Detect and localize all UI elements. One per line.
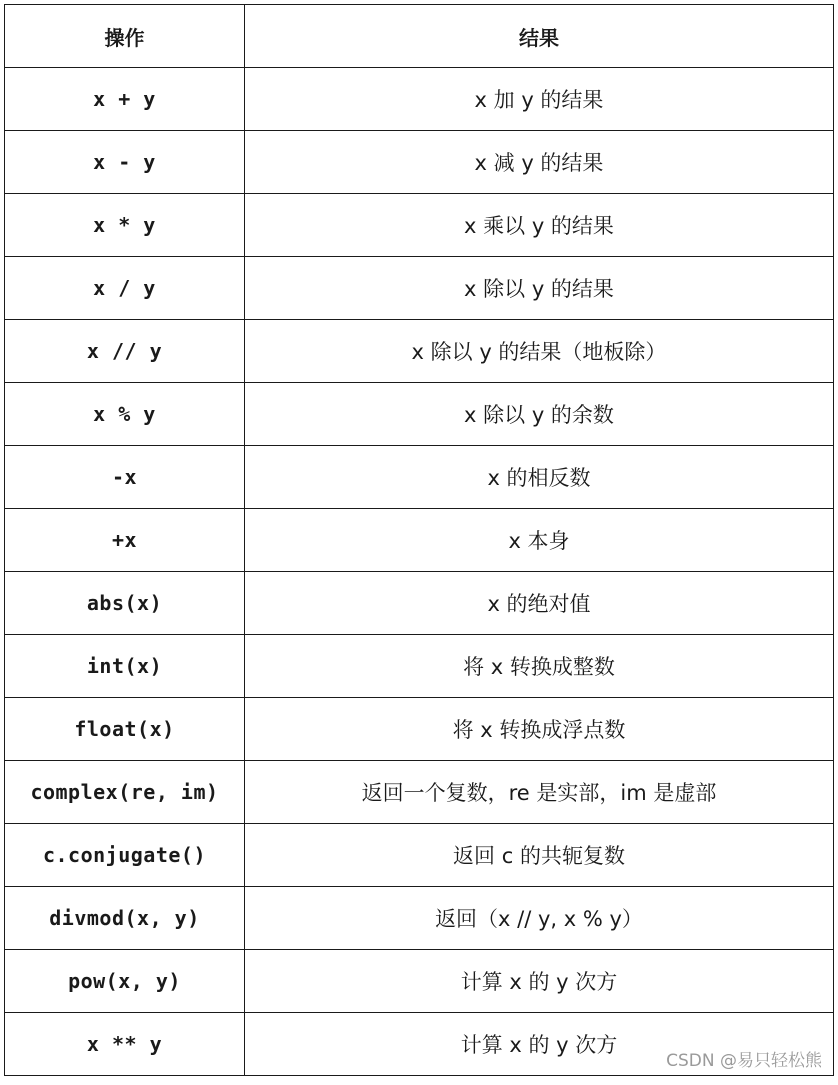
operation-cell: x // y [5,320,245,383]
table-row [5,320,834,383]
operation-cell: pow(x, y) [5,950,245,1013]
operation-cell: -x [5,446,245,509]
operations-table [4,4,834,1076]
result-cell: 返回一个复数，re 是实部，im 是虚部 [245,761,834,824]
table-row [5,887,834,950]
result-cell: x 除以 y 的余数 [245,383,834,446]
table-row [5,194,834,257]
table-row [5,761,834,824]
operation-cell: x + y [5,68,245,131]
result-cell: 返回（x // y, x % y） [245,887,834,950]
operation-cell: c.conjugate() [5,824,245,887]
operation-cell: x ** y [5,1013,245,1076]
result-cell: x 的绝对值 [245,572,834,635]
result-cell: x 的相反数 [245,446,834,509]
result-cell: 将 x 转换成浮点数 [245,698,834,761]
table-row [5,824,834,887]
table-row [5,257,834,320]
result-cell: 计算 x 的 y 次方 [245,950,834,1013]
result-cell: x 减 y 的结果 [245,131,834,194]
operation-cell: float(x) [5,698,245,761]
table-row [5,572,834,635]
result-cell: x 除以 y 的结果（地板除） [245,320,834,383]
operation-cell: +x [5,509,245,572]
result-cell: 将 x 转换成整数 [245,635,834,698]
table-row [5,950,834,1013]
watermark: CSDN @易只轻松熊 [664,1046,824,1071]
result-cell: x 加 y 的结果 [245,68,834,131]
result-cell: x 除以 y 的结果 [245,257,834,320]
table-header-row [5,5,834,68]
operation-cell: divmod(x, y) [5,887,245,950]
table-row [5,68,834,131]
table-row [5,383,834,446]
result-cell: 计算 x 的 y 次方 [245,1013,834,1076]
table-row [5,131,834,194]
table-row [5,446,834,509]
result-cell: 返回 c 的共轭复数 [245,824,834,887]
header-result: 结果 [245,5,834,68]
operation-cell: x / y [5,257,245,320]
operation-cell: complex(re, im) [5,761,245,824]
operation-cell: x * y [5,194,245,257]
result-cell: x 本身 [245,509,834,572]
operation-cell: int(x) [5,635,245,698]
header-operation: 操作 [5,5,245,68]
operation-cell: x % y [5,383,245,446]
table-row [5,635,834,698]
result-cell: x 乘以 y 的结果 [245,194,834,257]
table-row [5,509,834,572]
operation-cell: x - y [5,131,245,194]
operation-cell: abs(x) [5,572,245,635]
table-row [5,698,834,761]
